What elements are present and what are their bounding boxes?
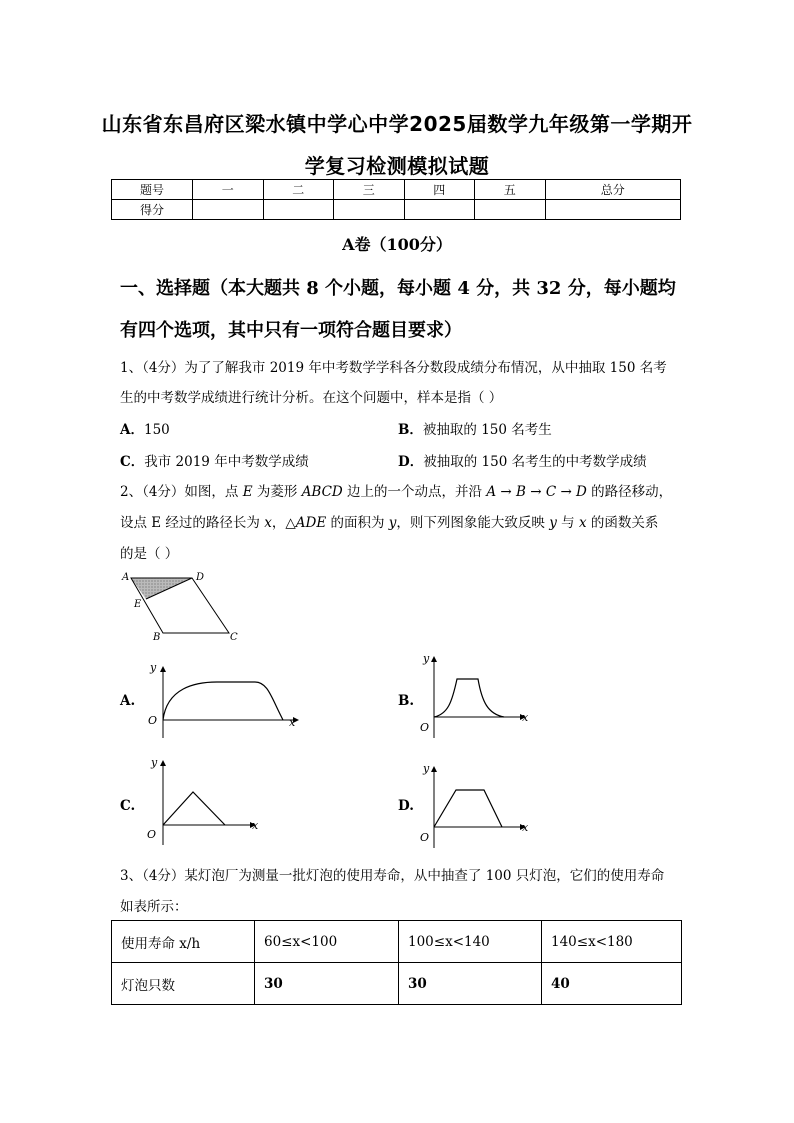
q2-math: A → B → C → D bbox=[486, 484, 587, 500]
score-cell bbox=[193, 200, 264, 220]
graph-d-curve bbox=[434, 790, 502, 827]
q1-line-2: 生的中考数学成绩进行统计分析。在这个问题中，样本是指（ ） bbox=[120, 390, 503, 406]
title-line-2: 学复习检测模拟试题 bbox=[304, 154, 490, 178]
option-text: 被抽取的 150 名考生的中考数学成绩 bbox=[423, 454, 647, 470]
graph-a bbox=[145, 660, 305, 740]
score-header-cell: 题号 bbox=[112, 180, 193, 200]
score-header-cell: 总分 bbox=[545, 180, 681, 200]
q1-option-c bbox=[120, 450, 309, 470]
q3-line-1: 3、（4分）某灯泡厂为测量一批灯泡的使用寿命，从中抽查了 100 只灯泡，它们的使用寿命 bbox=[120, 868, 665, 884]
origin-label: O bbox=[420, 721, 430, 734]
y-arrow-icon bbox=[431, 766, 437, 772]
graph-a-letter: A. bbox=[120, 693, 136, 709]
part1-heading-line-1: 一、选择题（本大题共 8 个小题，每小题 4 分，共 32 分，每小题均 bbox=[120, 278, 676, 299]
y-label: y bbox=[423, 652, 430, 665]
y-label: y bbox=[423, 762, 430, 775]
q2-text: 边上的一个动点，并沿 bbox=[342, 484, 487, 500]
score-cell bbox=[263, 200, 334, 220]
table-cell: 60≤x<100 bbox=[255, 921, 399, 963]
score-cell bbox=[475, 200, 546, 220]
q2-text: 设点 E 经过的路径长为 bbox=[120, 515, 265, 531]
score-cell bbox=[404, 200, 475, 220]
graph-d-letter: D. bbox=[398, 798, 414, 814]
lifespan-table bbox=[111, 920, 682, 1005]
q2-text: 为菱形 bbox=[252, 484, 302, 500]
option-letter: B． bbox=[398, 422, 423, 438]
score-header-cell: 二 bbox=[263, 180, 334, 200]
score-table-header-row bbox=[112, 180, 681, 200]
score-row-label: 得分 bbox=[112, 200, 193, 220]
q2-line-2 bbox=[120, 511, 658, 531]
option-letter: C． bbox=[120, 454, 145, 470]
x-label: x bbox=[252, 819, 259, 832]
option-text: 150 bbox=[143, 422, 170, 438]
origin-label: O bbox=[420, 831, 430, 844]
y-arrow-icon bbox=[431, 656, 437, 662]
q2-math: y bbox=[388, 515, 397, 531]
table-row bbox=[112, 921, 682, 963]
vertex-d-label: D bbox=[196, 572, 205, 583]
q2-math: x bbox=[578, 515, 587, 531]
graph-b-curve bbox=[434, 679, 504, 717]
score-cell bbox=[545, 200, 681, 220]
q2-text: ， bbox=[271, 515, 286, 531]
q2-text: 与 bbox=[556, 515, 579, 531]
table-cell: 40 bbox=[542, 963, 682, 1005]
point-e-label: E bbox=[134, 599, 142, 610]
q2-math: x bbox=[264, 515, 272, 531]
table-cell: 30 bbox=[255, 963, 399, 1005]
q1-option-d bbox=[398, 450, 647, 470]
origin-label: O bbox=[147, 828, 157, 841]
vertex-b-label: B bbox=[153, 632, 161, 643]
section-a-title: A卷（100分） bbox=[342, 235, 452, 254]
score-header-cell: 一 bbox=[193, 180, 264, 200]
option-letter: D． bbox=[398, 454, 424, 470]
q2-text: ，则下列图象能大致反映 bbox=[396, 515, 550, 531]
q2-line-3: 的是（ ） bbox=[120, 546, 179, 562]
q2-text: 的路径移动， bbox=[586, 484, 673, 500]
q2-math: E bbox=[242, 484, 253, 500]
table-row bbox=[112, 963, 682, 1005]
part1-heading-line-2: 有四个选项，其中只有一项符合题目要求） bbox=[120, 320, 462, 341]
score-cell bbox=[334, 200, 405, 220]
q2-math: △ADE bbox=[285, 515, 327, 531]
vertex-c-label: C bbox=[230, 632, 238, 643]
vertex-a-label: A bbox=[122, 572, 130, 583]
title-line-1: 山东省东昌府区梁水镇中学心中学2025届数学九年级第一学期开 bbox=[101, 112, 693, 136]
q2-math: ABCD bbox=[301, 484, 343, 500]
y-label: y bbox=[151, 756, 158, 769]
q2-math: y bbox=[549, 515, 557, 531]
q2-text: 2、（4分）如图，点 bbox=[120, 484, 243, 500]
graph-c bbox=[145, 752, 270, 847]
table-cell: 灯泡只数 bbox=[112, 963, 255, 1005]
x-label: x bbox=[522, 711, 529, 724]
x-label: x bbox=[289, 716, 296, 729]
y-label: y bbox=[150, 661, 157, 674]
graph-a-curve bbox=[163, 682, 283, 720]
table-cell: 140≤x<180 bbox=[542, 921, 682, 963]
score-table-row bbox=[112, 200, 681, 220]
q1-option-b bbox=[398, 418, 552, 438]
rhombus-figure bbox=[118, 568, 248, 646]
score-header-cell: 五 bbox=[475, 180, 546, 200]
table-cell: 30 bbox=[399, 963, 542, 1005]
option-text: 我市 2019 年中考数学成绩 bbox=[144, 454, 309, 470]
shaded-triangle-ade bbox=[131, 578, 192, 599]
score-table bbox=[111, 179, 681, 220]
q2-text: 的面积为 bbox=[326, 515, 389, 531]
x-label: x bbox=[522, 821, 529, 834]
graph-c-curve bbox=[163, 792, 225, 825]
origin-label: O bbox=[148, 714, 158, 727]
q2-line-1 bbox=[120, 480, 672, 500]
graph-c-letter: C. bbox=[120, 798, 136, 814]
graph-d bbox=[416, 760, 538, 850]
q3-line-2: 如表所示： bbox=[120, 899, 188, 915]
graph-b bbox=[416, 650, 536, 740]
score-header-cell: 四 bbox=[404, 180, 475, 200]
q1-line-1: 1、（4分）为了了解我市 2019 年中考数学学科各分数段成绩分布情况，从中抽取 150 名考 bbox=[120, 360, 667, 376]
option-text: 被抽取的 150 名考生 bbox=[422, 422, 552, 438]
q1-option-a bbox=[120, 418, 170, 438]
table-cell: 使用寿命 x/h bbox=[112, 921, 255, 963]
table-cell: 100≤x<140 bbox=[399, 921, 542, 963]
score-header-cell: 三 bbox=[334, 180, 405, 200]
y-arrow-icon bbox=[160, 666, 166, 672]
q2-text: 的函数关系 bbox=[586, 515, 659, 531]
y-arrow-icon bbox=[160, 760, 166, 766]
graph-b-letter: B. bbox=[398, 693, 415, 709]
option-letter: A． bbox=[120, 422, 144, 438]
